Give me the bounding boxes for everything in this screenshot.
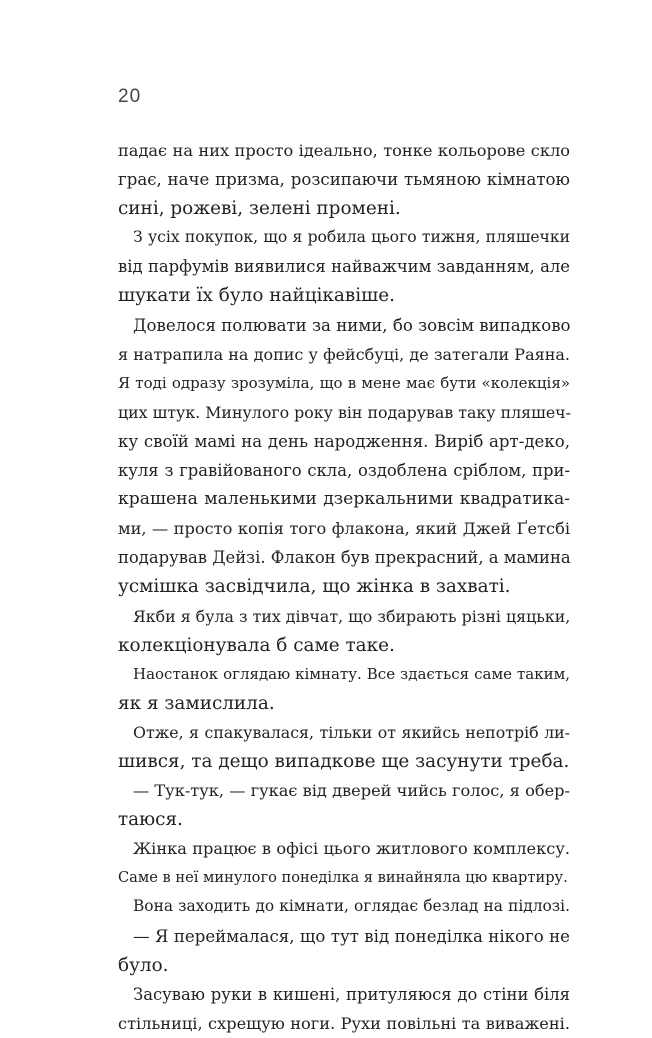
text-line: шукати їх було найцікавіше.: [118, 285, 395, 307]
text-line: цих штук. Минулого року він подарував таку пляшеч-: [118, 402, 571, 422]
text-line: Я тоді одразу зрозуміла, що в мене має бути «колекція»: [118, 373, 570, 392]
text-line: як я замислила.: [118, 692, 275, 714]
text-line: я натрапила на допис у фейсбуці, де затегали Раяна.: [118, 344, 570, 364]
text-line: колекціонувала б саме таке.: [118, 634, 395, 656]
text-line: грає, наче призма, розсипаючи тьмяною кімнатою: [118, 170, 570, 190]
text-line: крашена маленькими дзеркальними квадратика-: [118, 489, 570, 510]
body-text: [118, 136, 570, 1038]
text-line: Жінка працює в офісі цього житлового комплексу.: [133, 839, 570, 859]
text-line: усмішка засвідчила, що жінка в захваті.: [118, 576, 511, 598]
text-line: ку своїй мамі на день народження. Виріб арт-деко,: [118, 431, 570, 451]
text-line: З усіх покупок, що я робила цього тижня, пляшечки: [133, 228, 570, 247]
text-line: було.: [118, 954, 169, 976]
text-line: стільниці, схрещую ноги. Рухи повільні та виважені.: [118, 1013, 570, 1033]
text-line: Отже, я спакувалася, тільки от якийсь непотріб ли-: [133, 722, 570, 742]
page-number: 20: [118, 86, 142, 107]
text-line: Вона заходить до кімнати, оглядає безлад на підлозі.: [133, 897, 570, 916]
text-line: Довелося полювати за ними, бо зовсім випадково: [133, 315, 571, 335]
text-line: подарував Дейзі. Флакон був прекрасний, а мамина: [118, 548, 571, 568]
text-line: Наостанок оглядаю кімнату. Все здається саме таким,: [133, 664, 570, 683]
text-line: падає на них просто ідеально, тонке кольорове скло: [118, 141, 570, 160]
text-line: — Тук-тук, — гукає від дверей чийсь голос, я обер-: [133, 781, 570, 801]
text-line: шився, та дещо випадкове ще засунути треба.: [118, 750, 570, 772]
text-line: сині, рожеві, зелені промені.: [118, 198, 401, 220]
text-line: від парфумів виявилися найважчим завданням, але: [118, 257, 570, 277]
text-line: Якби я була з тих дівчат, що збирають різні цяцьки,: [133, 606, 571, 626]
text-line: ми, — просто копія того флакона, який Джей Ґетсбі: [118, 519, 570, 539]
text-line: Засуваю руки в кишені, притуляюся до стіни біля: [133, 984, 570, 1004]
text-line: — Я переймалася, що тут від понеділка нікого не: [133, 926, 570, 946]
text-line: Саме в неї минулого понеділка я винайняла цю квартиру.: [118, 869, 568, 887]
text-line: таюся.: [118, 809, 183, 831]
text-line: куля з гравійованого скла, оздоблена сріблом, при-: [118, 461, 570, 481]
